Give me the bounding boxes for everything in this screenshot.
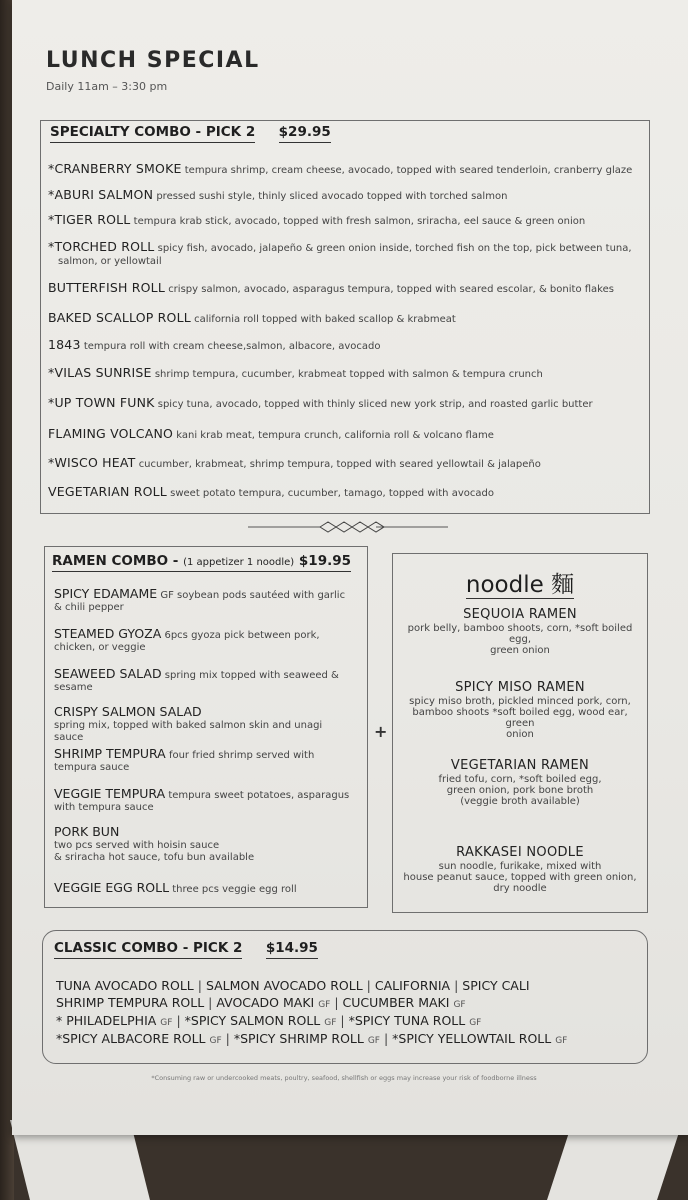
appetizer-item [54, 882, 354, 896]
roll-name: SHRIMP TEMPURA ROLL [56, 995, 205, 1010]
specialty-item [48, 366, 644, 381]
item-desc: cucumber, krabmeat, shrimp tempura, topped with seared yellowtail & jalapeño [138, 459, 541, 470]
item-desc-cont: & sriracha hot sauce, tofu bun available [54, 852, 255, 863]
classic-roll-line [56, 978, 530, 993]
item-name: SHRIMP TEMPURA [54, 746, 166, 761]
item-name: PORK BUN [54, 824, 120, 839]
separator: | [176, 1013, 181, 1028]
plus-sign: + [374, 722, 388, 741]
separator: | [208, 995, 213, 1010]
classic-heading-text: CLASSIC COMBO - PICK 2 [54, 940, 242, 959]
roll-name: *SPICY TUNA ROLL [348, 1013, 466, 1028]
item-desc: 6pcs gyoza pick between pork, [164, 630, 320, 641]
item-name: *ABURI SALMON [48, 187, 154, 202]
item-desc: pork belly, bamboo shoots, corn, *soft boiled egg, [407, 623, 633, 645]
roll-name: * PHILADELPHIA [56, 1013, 157, 1028]
item-name: BAKED SCALLOP ROLL [48, 310, 191, 325]
separator: | [454, 978, 459, 993]
item-name: SPICY EDAMAME [54, 586, 158, 601]
item-desc-cont: salmon, or yellowtail [58, 256, 162, 267]
item-desc: crispy salmon, avocado, asparagus tempura, topped with seared escolar, & bonito flakes [168, 284, 614, 295]
item-desc: house peanut sauce, topped with green onion, [403, 872, 637, 883]
item-desc-cont: & chili pepper [54, 602, 124, 613]
specialty-heading [50, 124, 331, 140]
gluten-free-tag: GF [209, 1036, 222, 1046]
noodle-heading-text: noodle 麵 [465, 572, 575, 598]
roll-name: CALIFORNIA [374, 978, 451, 993]
menu-title: LUNCH SPECIAL [46, 48, 260, 73]
separator: | [225, 1031, 230, 1046]
item-name: *TORCHED ROLL [48, 239, 155, 254]
gluten-free-tag: GF [367, 1036, 380, 1046]
item-name: VEGGIE TEMPURA [54, 786, 166, 801]
item-name: RAKKASEI NOODLE [456, 845, 584, 860]
specialty-item [48, 311, 644, 326]
roll-name: *SPICY SHRIMP ROLL [233, 1031, 364, 1046]
classic-heading [54, 940, 318, 956]
specialty-item [48, 456, 644, 471]
specialty-item [48, 213, 644, 228]
item-desc: GF soybean pods sautéed with garlic [160, 590, 346, 601]
item-desc: spicy miso broth, pickled minced pork, corn, [409, 696, 631, 707]
appetizer-item [54, 588, 354, 614]
item-name: SEAWEED SALAD [54, 666, 162, 681]
separator: | [366, 978, 371, 993]
item-name: SPICY MISO RAMEN [455, 680, 585, 695]
gluten-free-tag: GF [469, 1018, 482, 1028]
item-desc: kani krab meat, tempura crunch, california roll & volcano flame [176, 430, 494, 441]
item-desc: tempura shrimp, cream cheese, avocado, topped with seared tenderloin, cranberry glaze [184, 165, 633, 176]
specialty-item [48, 427, 644, 442]
noodle-item [400, 760, 640, 807]
item-desc: tempura sweet potatoes, asparagus [168, 790, 350, 801]
specialty-item [48, 485, 644, 500]
separator: | [340, 1013, 345, 1028]
item-desc: four fried shrimp served with [168, 750, 315, 761]
roll-name: SPICY CALI [462, 978, 530, 993]
item-name: VEGETARIAN RAMEN [450, 758, 590, 773]
noodle-item [400, 609, 640, 656]
appetizer-item [54, 628, 354, 654]
item-desc-cont: chicken, or veggie [54, 642, 146, 653]
classic-roll-line [56, 1013, 481, 1028]
item-desc: dry noodle [493, 883, 547, 894]
classic-price: $14.95 [266, 940, 318, 959]
roll-name: *SPICY SALMON ROLL [184, 1013, 321, 1028]
roll-name: SALMON AVOCADO ROLL [205, 978, 363, 993]
item-desc-cont: two pcs served with hoisin sauce [54, 840, 220, 851]
appetizer-item [54, 706, 354, 744]
specialty-item [48, 240, 644, 268]
item-name: STEAMED GYOZA [54, 626, 162, 641]
item-desc-cont: spring mix, topped with baked salmon skin and unagi sauce [54, 720, 323, 743]
item-name: *CRANBERRY SMOKE [48, 161, 182, 176]
item-desc: tempura roll with cream cheese,salmon, albacore, avocado [83, 341, 381, 352]
item-desc: three pcs veggie egg roll [172, 884, 297, 895]
roll-name: TUNA AVOCADO ROLL [56, 978, 194, 993]
specialty-item [48, 281, 644, 296]
classic-roll-line [56, 995, 466, 1010]
item-name: VEGGIE EGG ROLL [54, 880, 170, 895]
menu-hours: Daily 11am – 3:30 pm [46, 80, 168, 93]
item-name: CRISPY SALMON SALAD [54, 704, 202, 719]
appetizer-item [54, 826, 354, 864]
item-desc: green onion, pork bone broth [446, 785, 594, 796]
item-name: *VILAS SUNRISE [48, 365, 152, 380]
item-desc: (veggie broth available) [460, 796, 580, 807]
item-name: *TIGER ROLL [48, 212, 131, 227]
ramen-heading-text: RAMEN COMBO - [52, 553, 179, 569]
specialty-item [48, 396, 644, 411]
appetizer-item [54, 788, 354, 814]
specialty-item [48, 188, 644, 203]
ornament-divider [248, 520, 448, 534]
item-desc: spicy fish, avocado, jalapeño & green onion inside, torched fish on the top, pick between tuna, [157, 243, 632, 254]
separator: | [197, 978, 202, 993]
item-desc: pressed sushi style, thinly sliced avocado topped with torched salmon [156, 191, 508, 202]
roll-name: AVOCADO MAKI [216, 995, 315, 1010]
ramen-subheading: (1 appetizer 1 noodle) [183, 557, 295, 568]
specialty-item [48, 162, 644, 177]
item-desc: fried tofu, corn, *soft boiled egg, [438, 774, 602, 785]
gluten-free-tag: GF [318, 1000, 331, 1010]
gluten-free-tag: GF [555, 1036, 568, 1046]
item-desc: bamboo shoots *soft boiled egg, wood ear, green [412, 707, 628, 729]
item-name: VEGETARIAN ROLL [48, 484, 167, 499]
separator: | [383, 1031, 389, 1046]
item-desc-cont: sesame [54, 682, 93, 693]
item-name: SEQUOIA RAMEN [463, 607, 577, 622]
appetizer-item [54, 668, 354, 694]
specialty-price: $29.95 [279, 124, 331, 143]
roll-name: *SPICY ALBACORE ROLL [56, 1031, 206, 1046]
appetizer-item [54, 748, 354, 774]
gluten-free-tag: GF [324, 1018, 337, 1028]
item-name: *UP TOWN FUNK [48, 395, 155, 410]
noodle-heading [392, 566, 648, 599]
roll-name: CUCUMBER MAKI [342, 995, 450, 1010]
noodle-item [400, 682, 640, 740]
item-desc-cont: with tempura sauce [54, 802, 154, 813]
ramen-heading [52, 553, 351, 569]
specialty-heading-text: SPECIALTY COMBO - PICK 2 [50, 124, 255, 143]
ramen-price: $19.95 [298, 553, 352, 569]
item-desc: onion [506, 729, 534, 740]
gluten-free-tag: GF [453, 1000, 466, 1010]
gluten-free-tag: GF [160, 1018, 173, 1028]
item-desc: sun noodle, furikake, mixed with [438, 861, 602, 872]
item-desc: green onion [490, 645, 550, 656]
item-desc: spicy tuna, avocado, topped with thinly sliced new york strip, and roasted garlic butter [157, 399, 593, 410]
ramen-heading-underline [52, 553, 351, 572]
noodle-item [400, 847, 640, 894]
item-name: BUTTERFISH ROLL [48, 280, 165, 295]
item-desc: spring mix topped with seaweed & [164, 670, 339, 681]
item-desc: tempura krab stick, avocado, topped with fresh salmon, sriracha, eel sauce & green onion [133, 216, 586, 227]
item-desc-cont: tempura sauce [54, 762, 130, 773]
item-desc: shrimp tempura, cucumber, krabmeat topped with salmon & tempura crunch [154, 369, 543, 380]
separator: | [334, 995, 339, 1010]
food-safety-disclaimer: *Consuming raw or undercooked meats, poultry, seafood, shellfish or eggs may increase your risk of foodborne illness [151, 1074, 537, 1082]
item-name: 1843 [48, 337, 81, 352]
specialty-item [48, 338, 644, 353]
item-name: *WISCO HEAT [48, 455, 136, 470]
item-desc: california roll topped with baked scallop & krabmeat [194, 314, 456, 325]
item-desc: sweet potato tempura, cucumber, tamago, topped with avocado [170, 488, 494, 499]
item-name: FLAMING VOLCANO [48, 426, 174, 441]
classic-roll-line [56, 1031, 567, 1046]
roll-name: *SPICY YELLOWTAIL ROLL [392, 1031, 552, 1046]
